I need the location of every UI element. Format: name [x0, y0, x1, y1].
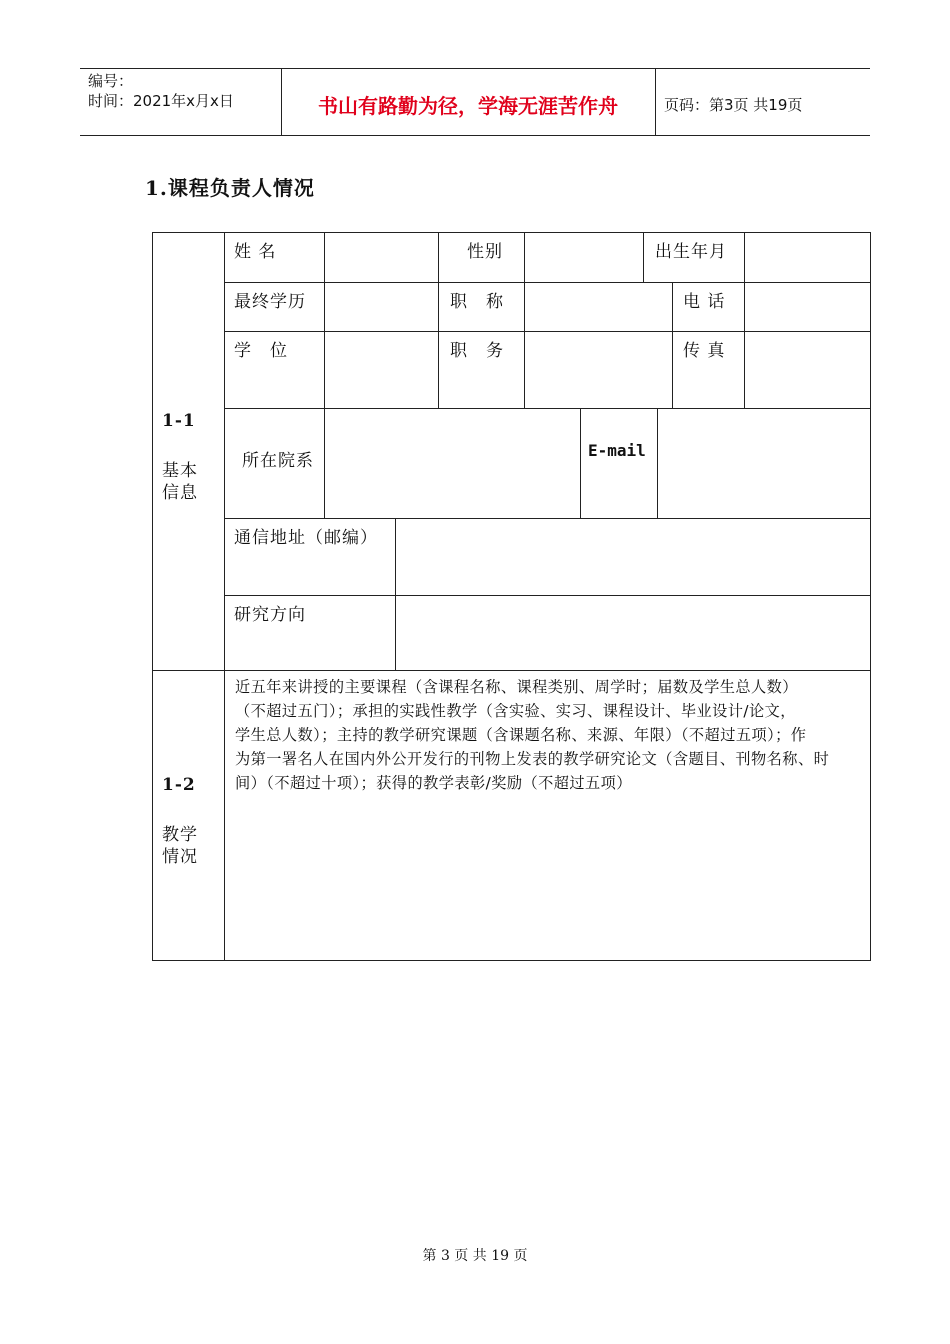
field-birth-label: 出生年月 [655, 242, 727, 262]
field-email-value[interactable] [659, 410, 868, 516]
teaching-line: 间）（不超过十项）；获得的教学表彰/奖励（不超过五项） [235, 774, 632, 792]
field-address-value[interactable] [397, 520, 868, 593]
teaching-line: 学生总人数）；主持的教学研究课题（含课题名称、来源、年限）（不超过五项）；作 [235, 726, 807, 744]
block1-id: 1-1 [162, 411, 196, 431]
teaching-line: 为第一署名人在国内外公开发行的刊物上发表的教学研究论文（含题目、刊物名称、时 [235, 750, 830, 768]
header-page-label: 页码：第3页 共19页 [664, 96, 803, 114]
teaching-line: 近五年来讲授的主要课程（含课程名称、课程类别、周学时；届数及学生总人数） [235, 678, 798, 696]
field-gender-value[interactable] [526, 234, 641, 280]
field-address-label: 通信地址（邮编） [234, 528, 378, 548]
field-department-label: 所在院系 [242, 451, 314, 471]
field-research-value[interactable] [397, 597, 868, 668]
field-phone-value[interactable] [746, 284, 868, 329]
field-title-value[interactable] [526, 284, 670, 329]
section-title: 1.课程负责人情况 [145, 176, 315, 200]
field-education-label: 最终学历 [234, 292, 306, 312]
field-email-label: E-mail [588, 441, 646, 460]
header-time-label: 时间：2021年x月x日 [88, 92, 234, 110]
field-position-label: 职 务 [450, 341, 504, 361]
block2-name-line1: 教学 [162, 825, 198, 845]
field-title-label: 职 称 [450, 292, 504, 312]
field-name-value[interactable] [326, 234, 436, 280]
teaching-description[interactable] [226, 672, 868, 958]
header-motto: 书山有路勤为径，学海无涯苦作舟 [318, 94, 618, 118]
block2-name-line2: 情况 [162, 847, 198, 867]
field-department-value[interactable] [326, 410, 578, 516]
field-birth-value[interactable] [746, 234, 868, 280]
field-position-value[interactable] [526, 333, 670, 406]
block1-name-line1: 基本 [162, 461, 198, 481]
block1-name-line2: 信息 [162, 483, 198, 503]
field-gender-label: 性别 [467, 242, 503, 262]
field-fax-value[interactable] [746, 333, 868, 406]
field-name-label: 姓 名 [234, 242, 277, 262]
field-fax-label: 传 真 [683, 341, 726, 361]
field-phone-label: 电 话 [683, 292, 726, 312]
field-research-label: 研究方向 [234, 605, 306, 625]
field-degree-label: 学 位 [234, 341, 288, 361]
field-education-value[interactable] [326, 284, 436, 329]
teaching-line: （不超过五门）；承担的实践性教学（含实验、实习、课程设计、毕业设计/论文， [235, 702, 796, 720]
page-footer: 第 3 页 共 19 页 [422, 1248, 528, 1264]
header-number-label: 编号： [88, 72, 134, 90]
field-degree-value[interactable] [326, 333, 436, 406]
block2-id: 1-2 [162, 775, 196, 795]
